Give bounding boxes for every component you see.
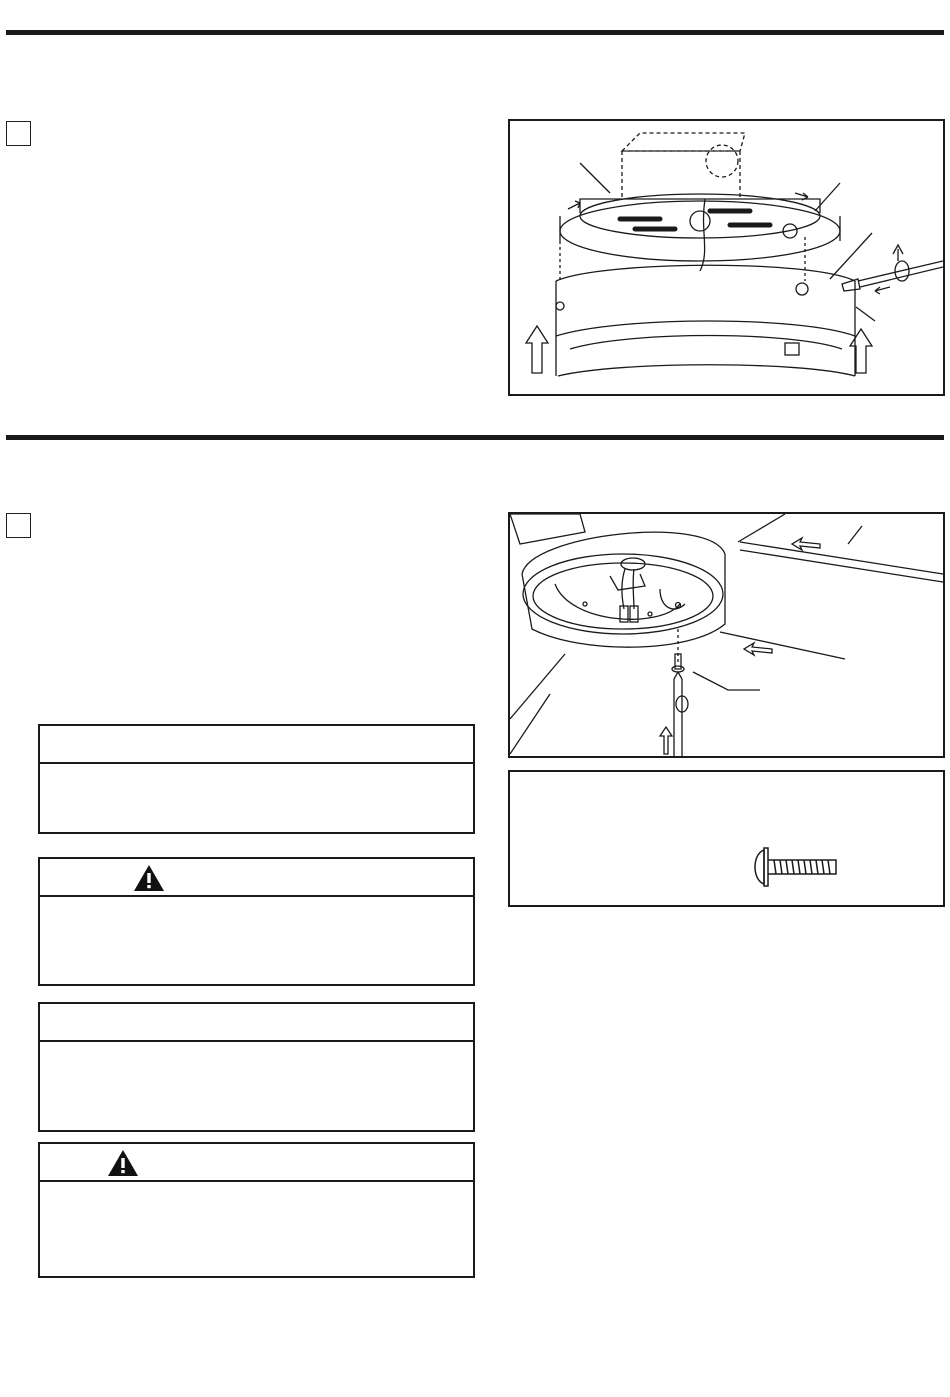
- notice-body: [40, 897, 473, 913]
- notice-warning-1: [38, 857, 475, 986]
- section-divider-middle: [6, 435, 944, 440]
- section-divider-top: [6, 30, 944, 35]
- notice-caution-2: [38, 1002, 475, 1132]
- notice-header: [40, 1144, 473, 1182]
- figure-mounting-bracket: [508, 119, 945, 396]
- notice-warning-2: [38, 1142, 475, 1278]
- warning-triangle-icon: [106, 1148, 140, 1178]
- notice-body: [40, 1182, 473, 1198]
- warning-triangle-icon: [132, 863, 166, 893]
- notice-header: [40, 859, 473, 897]
- screw-icon: [750, 842, 850, 892]
- step-number-box-2: [6, 513, 31, 538]
- step-number-box-1: [6, 121, 31, 146]
- notice-header: [40, 1004, 473, 1042]
- notice-caution-1: [38, 724, 475, 834]
- hardware-reference-box: [508, 770, 945, 907]
- notice-body: [40, 1042, 473, 1058]
- blade-install-illustration: [510, 514, 943, 756]
- notice-body: [40, 764, 473, 780]
- figure-blade-attachment: [508, 512, 945, 758]
- notice-header: [40, 726, 473, 764]
- bracket-install-illustration: [510, 121, 943, 394]
